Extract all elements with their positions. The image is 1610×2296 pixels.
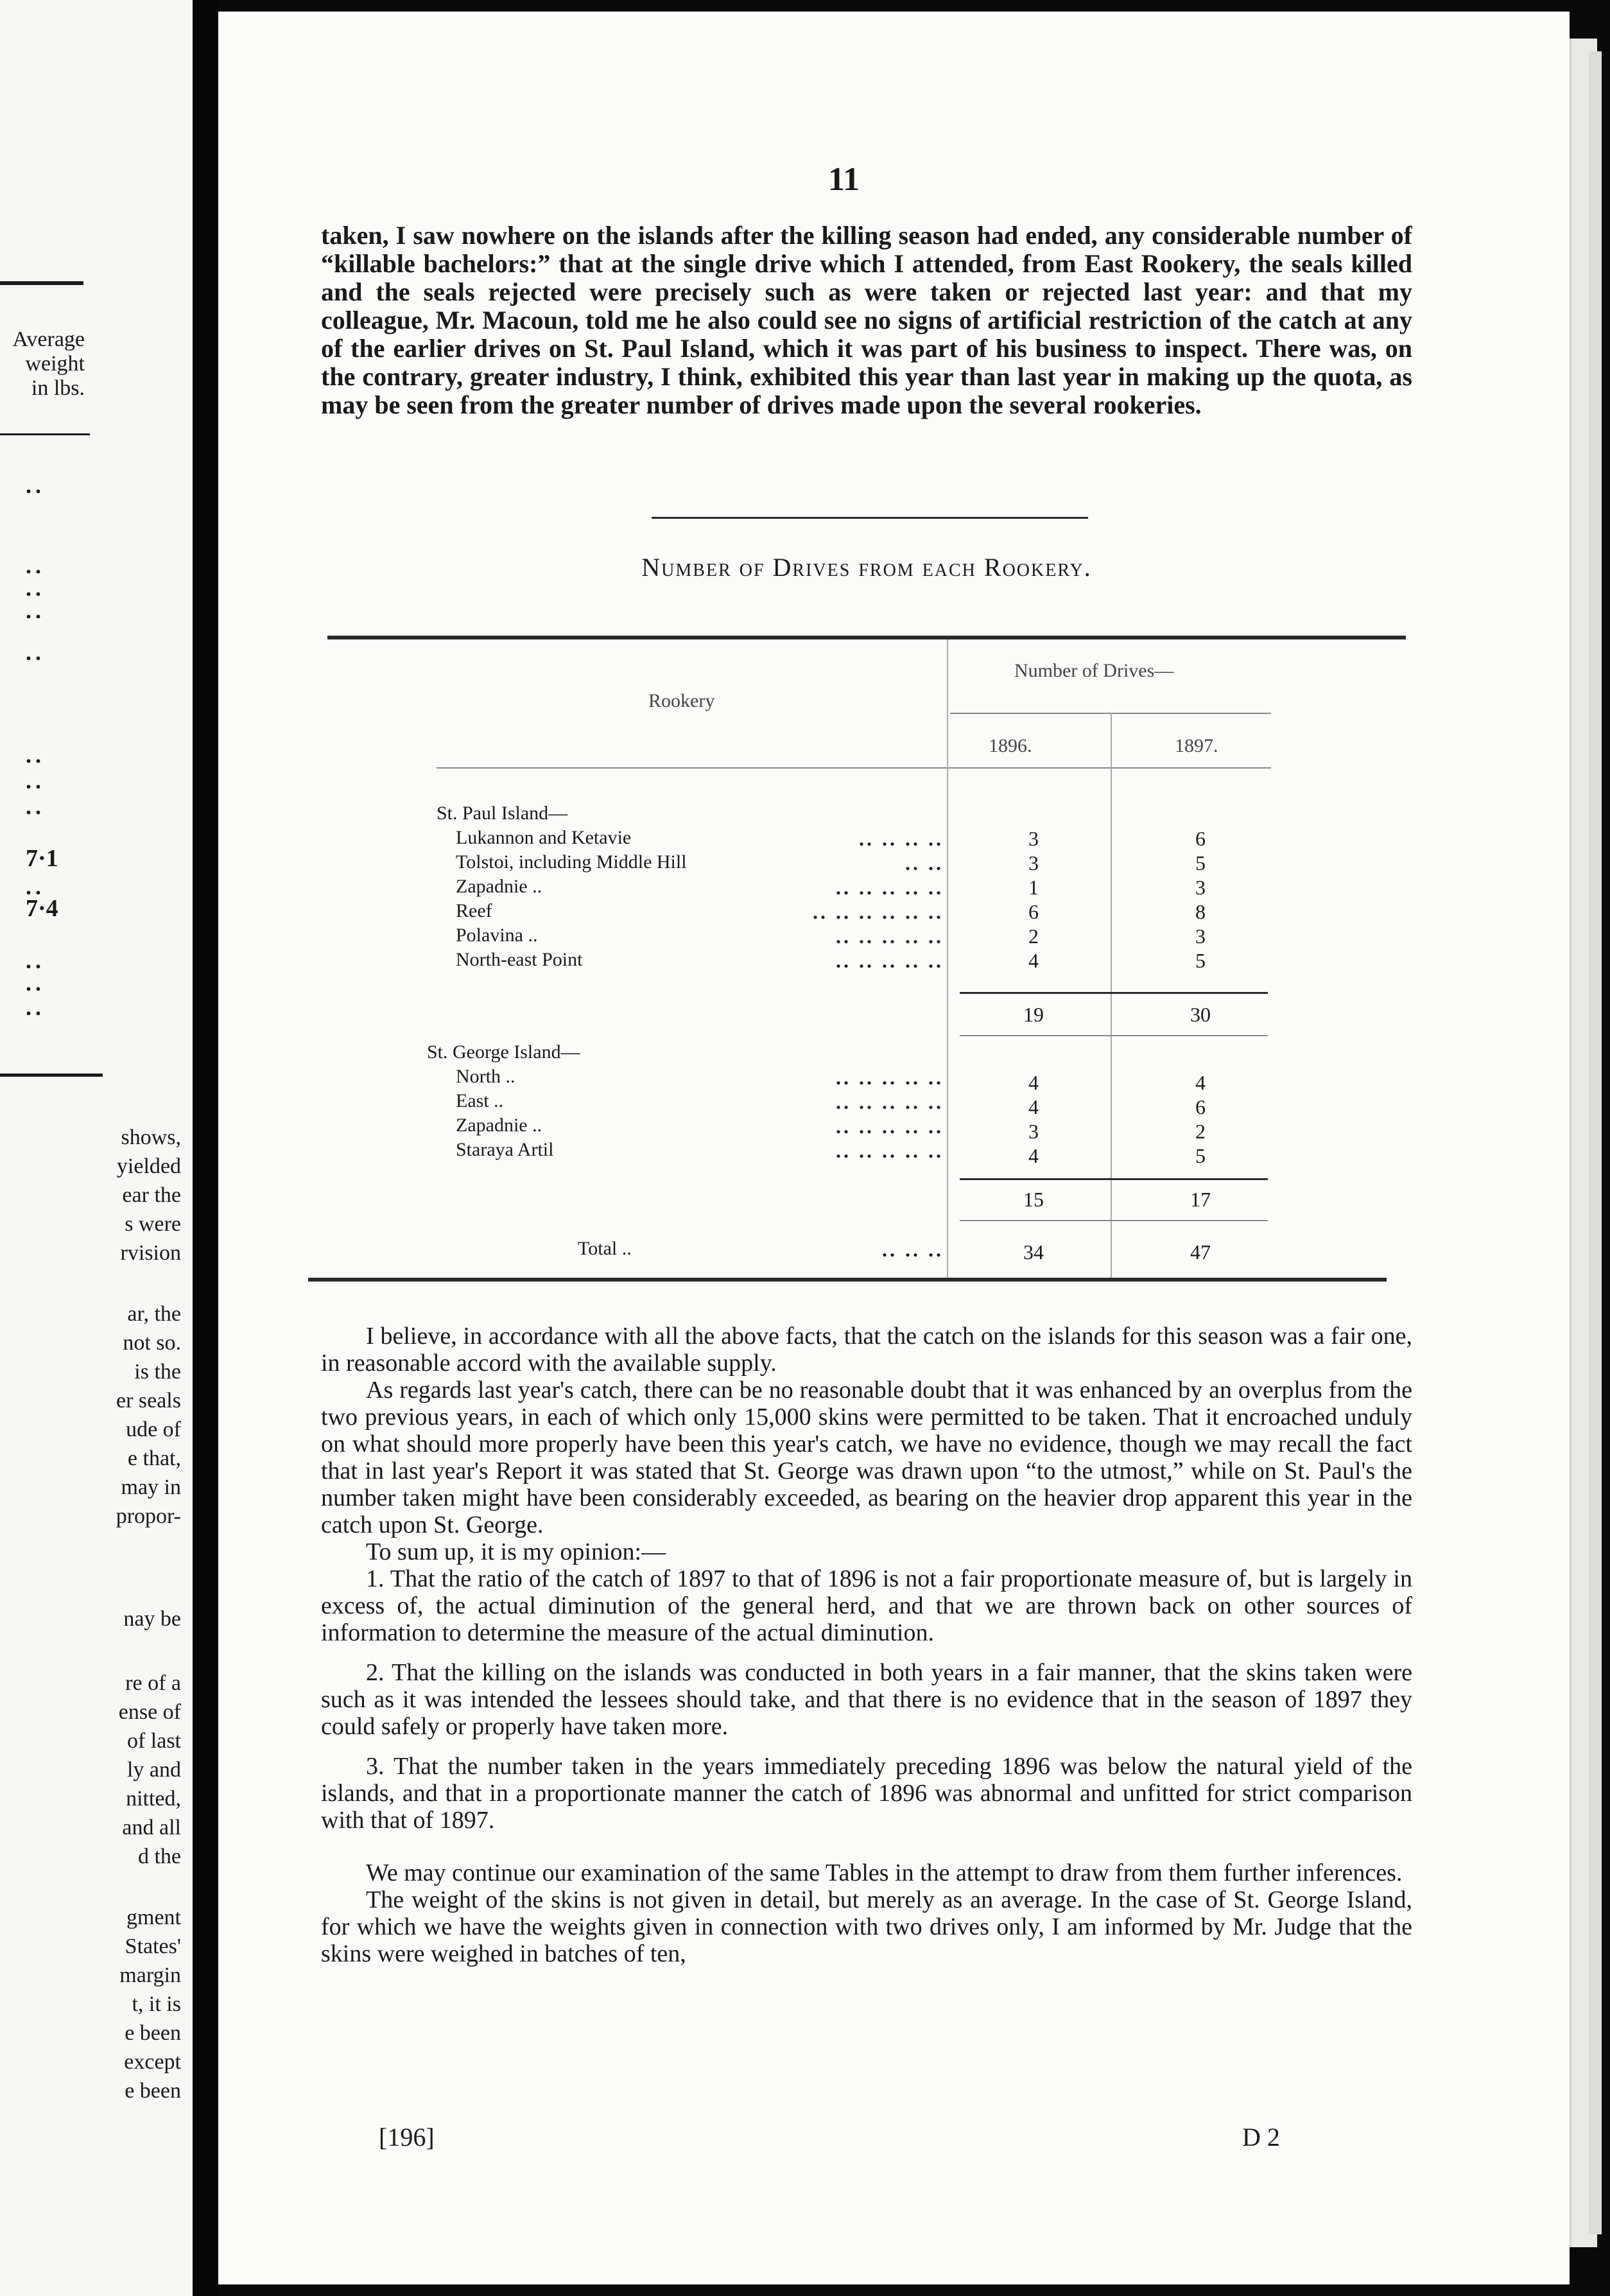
row-dots: .. .. .. .. ..: [836, 876, 944, 899]
left-fragment: may in: [121, 1475, 181, 1499]
grand-total-label: Total ..: [578, 1238, 632, 1259]
row-name: Tolstoi, including Middle Hill: [456, 851, 687, 873]
row-dots: .. .. .. .. .. ..: [813, 900, 944, 923]
left-fragment: e been: [125, 2079, 181, 2103]
left-weight: ..: [26, 639, 45, 665]
left-fragment: is the: [134, 1360, 181, 1384]
cell-1897: 3: [1195, 876, 1206, 899]
subtotal-rule-1b: [960, 1035, 1268, 1036]
row-dots: .. .. .. .. ..: [836, 949, 944, 972]
section-divider: [652, 517, 1088, 519]
cell-1897: 5: [1195, 1144, 1206, 1167]
table-top-rule: [327, 636, 1406, 639]
row-dots: .. .. .. ..: [859, 827, 944, 850]
cell-1897: 5: [1195, 949, 1206, 972]
left-header-line-1: Average: [12, 327, 85, 351]
row-name: North-east Point: [456, 949, 583, 970]
row-name: Zapadnie ..: [456, 1115, 542, 1136]
cell-1896: 6: [1028, 900, 1039, 923]
header-1897: 1897.: [1175, 735, 1218, 756]
grand-total-1897: 47: [1190, 1240, 1211, 1264]
left-fragment: and all: [122, 1816, 181, 1839]
left-fragment: d the: [137, 1845, 181, 1868]
left-rule-header: [0, 433, 90, 435]
row-name: Reef: [456, 900, 492, 921]
left-fragment: margin: [119, 1963, 181, 1987]
footer-signature: [196]: [379, 2123, 435, 2152]
left-fragment: er seals: [116, 1389, 181, 1413]
left-fragment: t, it is: [132, 1992, 181, 2016]
intro-paragraph: [321, 222, 1412, 478]
subtotal-rule-2: [960, 1178, 1268, 1180]
left-weight: ..: [26, 995, 45, 1020]
left-weight: ..: [26, 598, 45, 623]
left-fragment: ear the: [122, 1183, 181, 1207]
left-weight: ..: [26, 742, 45, 768]
row-dots: .. .. .. .. ..: [836, 1139, 944, 1162]
left-fragment: except: [124, 2050, 181, 2074]
left-fragment: nitted,: [126, 1787, 181, 1811]
left-rule-top: [0, 281, 83, 285]
group-label-st-paul: St. Paul Island—: [437, 803, 568, 824]
left-fragment: ly and: [126, 1758, 181, 1782]
left-fragment: ar, the: [127, 1302, 181, 1326]
left-weight: 7·4: [26, 895, 58, 922]
paragraph-point-2: 2. That the killing on the islands was conducted in both years in a fair manner, that the skins taken were such as it was intended the lessees should take, and that there is no evidence that in the season of 1897 they could safely or properly have taken more.: [321, 1659, 1412, 1740]
left-rule-bottom: [0, 1074, 103, 1077]
intro-text: taken, I saw nowhere on the islands after the killing season had ended, any considerable number of “killable bachelors:” that at the single drive which I attended, from East Rookery, the seals killed and the seals rejected were precisely such as were taken or rejected last year: and that my colleague, Mr. Macoun, told me he also could see no signs of artificial restriction of the catch at any of the earlier drives on St. Paul Island, which it was part of his business to inspect. There was, on the contrary, greater industry, I think, exhibited this year than last year in making up the quota, as may be seen from the greater number of drives made upon the several rookeries.: [321, 222, 1412, 419]
paragraph-continue: We may continue our examination of the same Tables in the attempt to draw from them further inferences.: [366, 1859, 1403, 1886]
subtotal-rule-1: [960, 992, 1268, 994]
left-weight: ..: [26, 575, 45, 601]
left-fragment: ude of: [126, 1418, 181, 1441]
page-number: 11: [828, 161, 860, 198]
header-bottom-rule: [437, 767, 1271, 769]
body-text: [321, 1323, 1412, 1967]
row-name: East ..: [456, 1090, 504, 1111]
row-dots: .. .. .. .. ..: [836, 925, 944, 948]
row-dots: .. ..: [905, 851, 944, 874]
left-fragment: States': [125, 1935, 181, 1958]
cell-1897: 6: [1195, 827, 1206, 850]
table-title: [321, 552, 1412, 582]
cell-1896: 1: [1028, 876, 1039, 899]
left-fragment: rvision: [120, 1241, 181, 1265]
paragraph-sum-up: To sum up, it is my opinion:—: [366, 1538, 666, 1565]
row-dots: .. .. .. .. ..: [836, 1090, 944, 1113]
left-weight: ..: [26, 874, 45, 900]
left-page-fragment: [0, 0, 193, 2296]
subtotal-1896: 19: [1023, 1003, 1044, 1026]
cell-1897: 5: [1195, 851, 1206, 874]
paragraph-point-3: 3. That the number taken in the years immediately preceding 1896 was below the natural yield of the islands, and that in a proportionate manner the catch of 1896 was abnormal and unfitted for strict comparison with that of 1897.: [321, 1753, 1412, 1834]
left-fragment: yielded: [116, 1154, 181, 1178]
group-label-st-george: St. George Island—: [427, 1041, 580, 1063]
paragraph-belief: I believe, in accordance with all the above facts, that the catch on the islands for this season was a fair one, in reasonable accord with the available supply.: [321, 1323, 1412, 1377]
footer-sheet-mark: D 2: [1242, 2123, 1280, 2152]
left-fragment: nay be: [123, 1607, 181, 1631]
subtotal-1896: 15: [1023, 1188, 1044, 1211]
cell-1896: 2: [1028, 925, 1039, 948]
cell-1897: 8: [1195, 900, 1206, 923]
cell-1896: 3: [1028, 851, 1039, 874]
subtotal-1897: 17: [1190, 1188, 1211, 1211]
left-header-line-3: in lbs.: [31, 376, 85, 400]
left-weight: ..: [26, 970, 45, 996]
left-weight: ..: [26, 553, 45, 578]
page-edge-shadow: [1589, 51, 1602, 2234]
grand-total-dots: .. .. ..: [882, 1238, 944, 1261]
row-name: Polavina ..: [456, 925, 538, 946]
row-name: Lukannon and Ketavie: [456, 827, 632, 848]
left-fragment: ense of: [118, 1700, 181, 1724]
left-weight: 7·1: [26, 845, 58, 872]
table-bottom-rule: [308, 1278, 1387, 1282]
row-dots: .. .. .. .. ..: [836, 1066, 944, 1089]
header-rookery: Rookery: [648, 690, 715, 711]
row-name: Staraya Artil: [456, 1139, 554, 1160]
left-fragment: of last: [126, 1729, 181, 1753]
paragraph-weight: The weight of the skins is not given in detail, but merely as an average. In the case of St. George Island, for which we have the weights given in connection with two drives only, I am informed by Mr. Judge that the skins were weighed in batches of ten,: [321, 1886, 1412, 1967]
col-divider-1: [947, 639, 948, 1282]
cell-1896: 4: [1028, 1071, 1039, 1094]
left-fragment: s were: [125, 1212, 181, 1236]
left-fragment: not so.: [123, 1331, 181, 1355]
left-fragment: e that,: [127, 1447, 181, 1470]
left-fragment: propor-: [116, 1504, 181, 1528]
book-gutter: [193, 0, 218, 2296]
left-header-line-2: weight: [25, 352, 85, 376]
cell-1896: 4: [1028, 1144, 1039, 1167]
row-name: North ..: [456, 1066, 515, 1087]
cell-1897: 3: [1195, 925, 1206, 948]
cell-1896: 3: [1028, 827, 1039, 850]
cell-1897: 2: [1195, 1120, 1206, 1143]
cell-1897: 4: [1195, 1071, 1206, 1094]
cell-1896: 4: [1028, 1095, 1039, 1118]
paragraph-last-year: As regards last year's catch, there can be no reasonable doubt that it was enhanced by an overplus from the two previous years, in each of which only 15,000 skins were permitted to be taken. That it encroached unduly on what should more properly have been this year's catch, we have no evidence, though we may recall the fact that in last year's Report it was stated that St. George was drawn upon “to the utmost,” while on St. Paul's the number taken might have been considerably exceeded, as bearing on the heavier drop apparent this year in the catch upon St. George.: [321, 1377, 1412, 1538]
row-dots: .. .. .. .. ..: [836, 1115, 944, 1138]
paragraph-point-1: 1. That the ratio of the catch of 1897 to that of 1896 is not a fair proportionate measure of, but is largely in excess of, the actual diminution of the general herd, and that we are thrown back on other sources of information to determine the measure of the actual diminution.: [321, 1565, 1412, 1646]
header-number-of-drives: Number of Drives—: [1014, 660, 1174, 681]
left-fragment: e been: [125, 2021, 181, 2045]
subtotal-1897: 30: [1190, 1003, 1211, 1026]
subtotal-rule-2b: [960, 1220, 1268, 1221]
cell-1896: 3: [1028, 1120, 1039, 1143]
grand-total-1896: 34: [1023, 1240, 1044, 1264]
cell-1897: 6: [1195, 1095, 1206, 1118]
row-name: Zapadnie ..: [456, 876, 542, 897]
left-weight: ..: [26, 794, 45, 819]
header-1896: 1896.: [989, 735, 1032, 756]
left-weight: ..: [26, 473, 45, 498]
left-weight: ..: [26, 768, 45, 794]
cell-1896: 4: [1028, 949, 1039, 972]
col-divider-2: [1111, 713, 1112, 1282]
left-weight: ..: [26, 948, 45, 973]
table-title-text: Number of Drives from each Rookery.: [641, 553, 1092, 582]
left-fragment: re of a: [125, 1671, 181, 1695]
left-fragment: gment: [126, 1906, 181, 1929]
left-fragment: shows,: [121, 1126, 181, 1149]
